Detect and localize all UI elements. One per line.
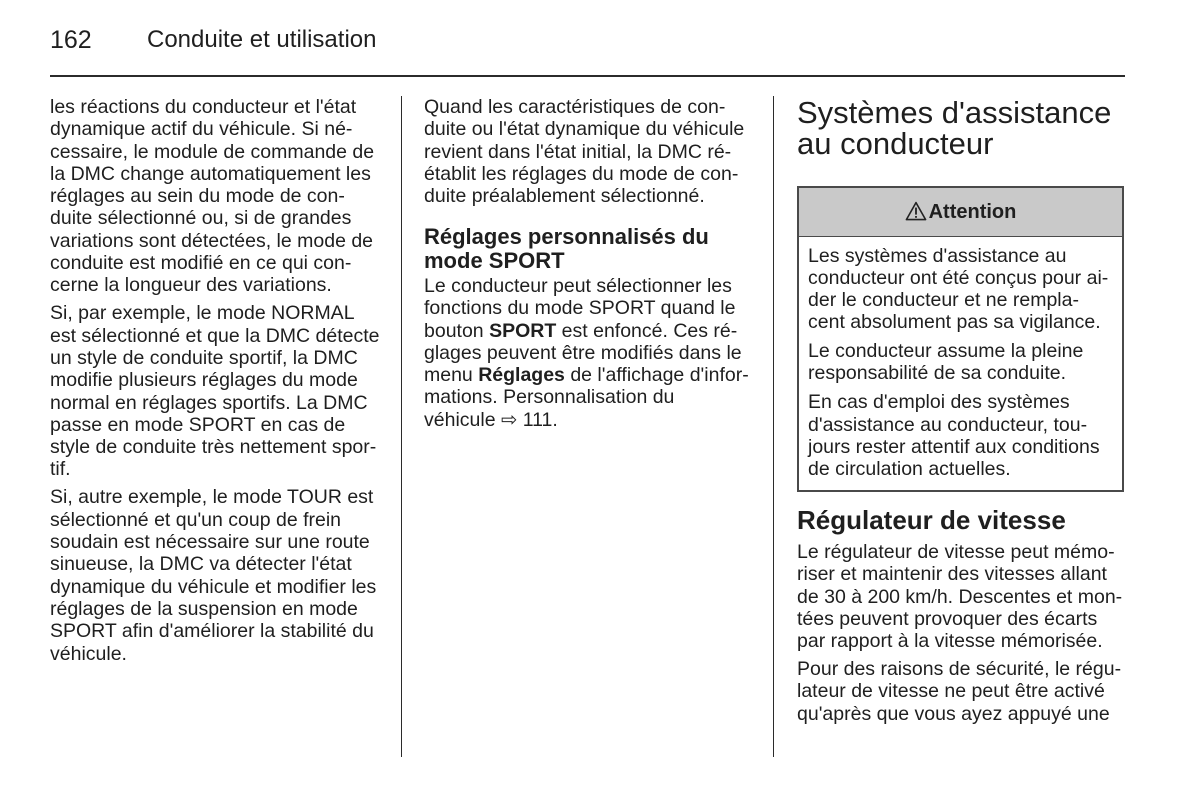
text-line: réglages au sein du mode de con- xyxy=(50,185,345,208)
paragraph xyxy=(808,391,1114,480)
heading-line: au conducteur xyxy=(797,126,994,161)
paragraph xyxy=(808,245,1114,334)
warning-box xyxy=(797,186,1124,492)
text-line: tées peuvent provoquer des écarts xyxy=(797,607,1098,630)
warning-body xyxy=(799,237,1122,480)
text-line: les réactions du conducteur et l'état xyxy=(50,96,357,118)
page-reference-number: 111. xyxy=(517,408,558,431)
text-line: de circulation actuelles. xyxy=(808,458,1011,481)
text-line: passe en mode SPORT en cas de xyxy=(50,413,346,436)
text-line: cessaire, le module de commande de xyxy=(50,140,375,163)
heading-line: Systèmes d'assistance xyxy=(797,95,1112,130)
text-line: style de conduite très nettement spor- xyxy=(50,436,377,459)
chapter-heading xyxy=(797,97,1111,159)
text-line: revient dans l'état initial, la DMC ré- xyxy=(424,140,732,163)
text-line: conducteur ont été conçus pour ai- xyxy=(808,266,1109,289)
text-line: dynamique du véhicule et modifier les xyxy=(50,575,377,598)
text-segment: bouton xyxy=(424,319,490,342)
text-line: Les systèmes d'assistance au xyxy=(808,244,1067,267)
text-line: par rapport à la vitesse mémorisée. xyxy=(797,630,1103,653)
text-line: dynamique actif du véhicule. Si né- xyxy=(50,118,353,141)
text-line: der le conducteur et ne rempla- xyxy=(808,289,1079,312)
text-segment: de l'affichage d'infor- xyxy=(564,364,749,387)
text-line: la DMC change automatiquement les xyxy=(50,162,371,185)
text-line: duite sélectionné ou, si de grandes xyxy=(50,207,352,230)
text-line: responsabilité de sa conduite. xyxy=(808,362,1067,385)
text-line: est sélectionné et que la DMC détecte xyxy=(50,324,380,347)
text-line: cerne la longueur des variations. xyxy=(50,274,332,297)
text-line: modifie plusieurs réglages du mode xyxy=(50,369,358,392)
text-segment: véhicule xyxy=(424,408,501,431)
text-line: Pour des raisons de sécurité, le régu- xyxy=(797,658,1122,681)
section-heading: Régulateur de vitesse xyxy=(797,505,1066,535)
text-line xyxy=(424,320,769,342)
paragraph xyxy=(424,275,769,431)
paragraph xyxy=(424,96,769,207)
paragraph xyxy=(50,486,395,664)
text-line: sinueuse, la DMC va détecter l'état xyxy=(50,553,352,576)
page-reference-arrow-icon: ⇨ xyxy=(500,408,518,431)
section-heading xyxy=(424,225,769,273)
text-line xyxy=(424,409,769,431)
text-line: Quand les caractéristiques de con- xyxy=(424,96,726,118)
text-line: établit les réglages du mode de con- xyxy=(424,162,739,185)
column-middle-intro xyxy=(424,96,769,207)
text-line: Le conducteur assume la pleine xyxy=(808,340,1084,363)
text-line: lateur de vitesse ne peut être activé xyxy=(797,680,1105,703)
text-segment: est enfoncé. Ces ré- xyxy=(556,319,738,342)
text-line: mations. Personnalisation du xyxy=(424,386,675,409)
text-line: riser et maintenir des vitesses allant xyxy=(797,563,1107,586)
text-line: duite ou l'état dynamique du véhicule xyxy=(424,118,745,141)
column-divider xyxy=(773,96,774,757)
text-line: jours rester attentif aux conditions xyxy=(808,435,1100,458)
heading-line: Réglages personnalisés du xyxy=(424,224,709,249)
warning-header xyxy=(799,188,1122,237)
menu-name-bold: Réglages xyxy=(478,364,565,387)
page-number: 162 xyxy=(50,26,92,54)
text-line: soudain est nécessaire sur une route xyxy=(50,531,370,554)
text-line: SPORT afin d'améliorer la stabilité du xyxy=(50,620,374,643)
column-middle-body xyxy=(424,275,769,431)
text-line: Le conducteur peut sélectionner les xyxy=(424,275,732,297)
paragraph xyxy=(50,96,395,297)
header-rule xyxy=(50,75,1125,77)
text-line: normal en réglages sportifs. La DMC xyxy=(50,391,368,414)
section-title: Conduite et utilisation xyxy=(147,26,377,53)
text-line: tif. xyxy=(50,458,71,481)
paragraph xyxy=(808,340,1114,385)
text-line: véhicule. xyxy=(50,642,127,665)
paragraph xyxy=(797,541,1142,652)
text-line: cent absolument pas sa vigilance. xyxy=(808,311,1101,334)
text-line: de 30 à 200 km/h. Descentes et mon- xyxy=(797,585,1123,608)
text-line: glages peuvent être modifiés dans le xyxy=(424,341,742,364)
text-line: un style de conduite sportif, la DMC xyxy=(50,346,358,369)
text-line: En cas d'emploi des systèmes xyxy=(808,391,1070,414)
text-line: qu'après que vous ayez appuyé une xyxy=(797,702,1110,725)
text-line: variations sont détectées, le mode de xyxy=(50,229,374,252)
text-line xyxy=(424,364,769,386)
text-line: fonctions du mode SPORT quand le xyxy=(424,297,736,320)
text-line: sélectionné et qu'un coup de frein xyxy=(50,508,342,531)
text-line: Le régulateur de vitesse peut mémo- xyxy=(797,541,1115,563)
column-divider xyxy=(401,96,402,757)
warning-triangle-icon xyxy=(905,201,927,221)
paragraph xyxy=(797,658,1142,725)
text-line: Si, par exemple, le mode NORMAL xyxy=(50,302,355,325)
text-line: d'assistance au conducteur, tou- xyxy=(808,413,1088,436)
column-left xyxy=(50,96,395,665)
text-segment: menu xyxy=(424,364,479,387)
text-line: réglages de la suspension en mode xyxy=(50,597,358,620)
heading-line: mode SPORT xyxy=(424,248,565,273)
text-line: Si, autre exemple, le mode TOUR est xyxy=(50,486,374,509)
button-name-bold: SPORT xyxy=(489,319,557,342)
column-right-body xyxy=(797,541,1142,725)
warning-title: Attention xyxy=(928,201,1017,223)
text-line: conduite est modifié en ce qui con- xyxy=(50,252,352,275)
paragraph xyxy=(50,302,395,480)
text-line: duite préalablement sélectionné. xyxy=(424,185,705,208)
